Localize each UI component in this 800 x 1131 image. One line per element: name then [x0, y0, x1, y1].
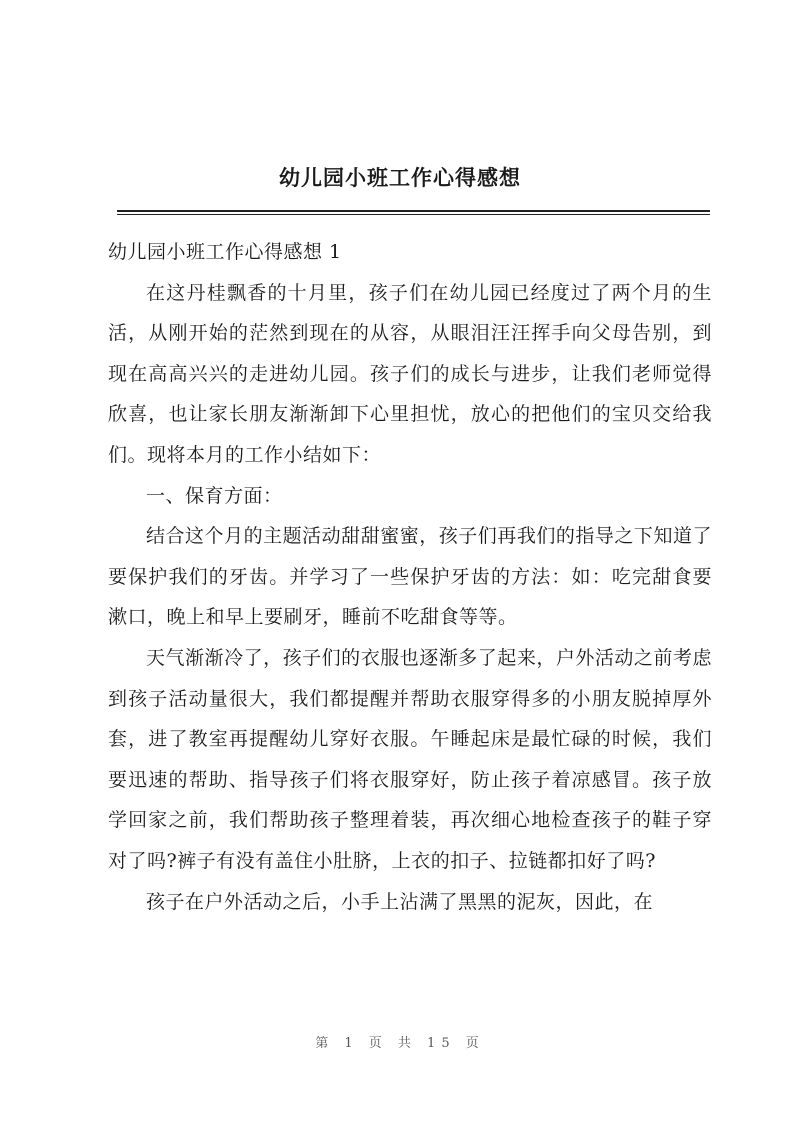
document-title: 幼儿园小班工作心得感想 [279, 165, 521, 190]
section-heading: 幼儿园小班工作心得感想 1 [108, 241, 342, 263]
paragraph: 结合这个月的主题活动甜甜蜜蜜，孩子们再我们的指导之下知道了要保护我们的牙齿。并学习了一些保护牙齿的方法：如：吃完甜食要漱口，晚上和早上要刷牙，睡前不吃甜食等等。 [108, 525, 712, 629]
paragraph: 孩子在户外活动之后，小手上沾满了黑黑的泥灰，因此，在 [146, 890, 654, 913]
paragraph: 天气渐渐冷了，孩子们的衣服也逐渐多了起来，户外活动之前考虑到孩子活动量很大，我们都提醒并帮助衣服穿得多的小朋友脱掉厚外套，进了教室再提醒幼儿穿好衣服。午睡起床是最忙碌的时候，我们要迅速的帮助、指导孩子们将衣服穿好，防止孩子着凉感冒。孩子放学回家之前，我们帮助孩子整理着装，再次细心地检查孩子的鞋子穿对了吗?裤子有没有盖住小肚脐，上衣的扣子、拉链都扣好了吗? [108, 646, 712, 872]
title-divider-thin [117, 214, 710, 215]
document-body [108, 232, 712, 922]
subheading-care: 一、保育方面： [146, 484, 283, 507]
paragraph: 在这丹桂飘香的十月里，孩子们在幼儿园已经度过了两个月的生活，从刚开始的茫然到现在的从容，从眼泪汪汪挥手向父母告别，到现在高高兴兴的走进幼儿园。孩子们的成长与进步，让我们老师觉得欣喜，也让家长朋友渐渐卸下心里担忧，放心的把他们的宝贝交给我们。现将本月的工作小结如下： [108, 281, 712, 466]
page-footer: 第 1 页 共 15 页 [315, 1036, 485, 1051]
title-divider [117, 210, 710, 212]
